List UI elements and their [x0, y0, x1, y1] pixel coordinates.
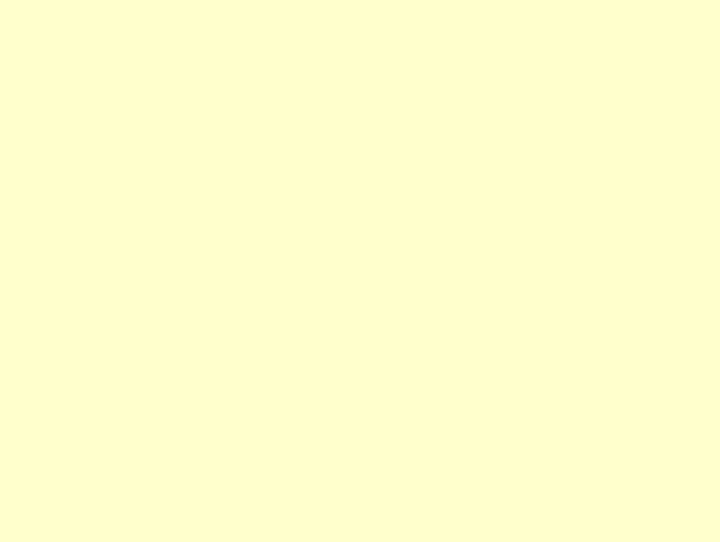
top-decoration-band	[0, 4, 720, 36]
